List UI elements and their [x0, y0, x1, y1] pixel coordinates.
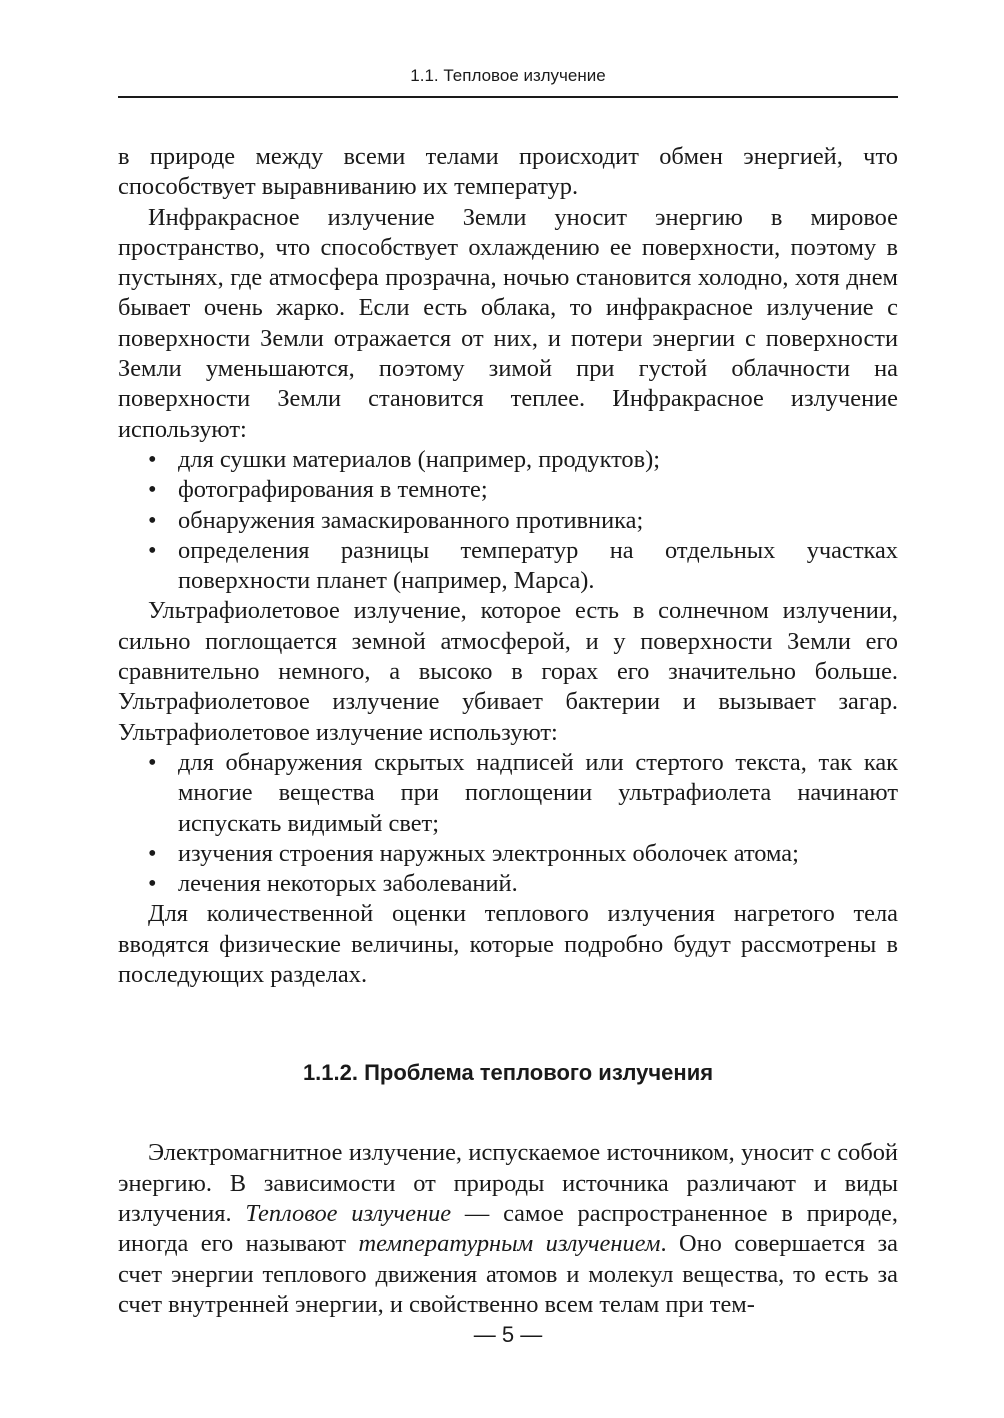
- page-footer: [118, 1322, 898, 1348]
- list-item-text: фотографирования в темноте;: [178, 476, 488, 504]
- list-item: [118, 475, 898, 505]
- list-item-text: изучения строения наружных электронных оболочек атома;: [178, 839, 799, 867]
- bullet-icon: •: [148, 476, 157, 504]
- bullet-icon: •: [148, 748, 157, 776]
- text-run: Электромагнитное излучение, испускаемое источником, уносит с собой энергию. В зависимости от природы источника различают и виды излучения.: [118, 1139, 898, 1227]
- paragraph-quantities: Для количественной оценки теплового излучения нагретого тела вводятся физические величины, которые подробно будут рассмотрены в последующих разделах.: [118, 900, 898, 989]
- bullet-icon: •: [148, 870, 157, 898]
- header-rule: [118, 96, 898, 98]
- list-item-text: лечения некоторых заболеваний.: [178, 870, 518, 898]
- list-item: [118, 748, 898, 839]
- list-item: [118, 839, 898, 869]
- list-item-text: для сушки материалов (например, продуктов);: [178, 445, 661, 473]
- list-item-text: для обнаружения скрытых надписей или стертого текста, так как многие вещества при поглощении ультрафиолета начинают испускать видимый свет;: [178, 748, 898, 837]
- term-thermal-radiation: Тепловое излучение: [245, 1199, 452, 1227]
- ultraviolet-uses-list: [118, 748, 898, 899]
- list-item-text: определения разницы температур на отдельных участках поверхности планет (например, Марса).: [178, 536, 898, 595]
- text-run: . Оно совершается за счет энергии теплового движения атомов и молекул вещества, то есть за счет внутренней энергии, и свойственно всем телам при тем-: [118, 1230, 898, 1318]
- page-number: 5: [501, 1322, 515, 1347]
- paragraph-ultraviolet: Ультрафиолетовое излучение, которое есть в солнечном излучении, сильно поглощается земной атмосферой, и у поверхности Земли его сравнительно немного, а высоко в горах его значительно больше. Ультрафиолетовое излучение убивает бактерии и вызывает загар. Ультрафиолетовое излучение используют:: [118, 597, 898, 746]
- running-head: 1.1. Тепловое излучение: [410, 66, 606, 85]
- paragraph-infrared: Инфракрасное излучение Земли уносит энергию в мировое пространство, что способствует охлаждению ее поверхности, поэтому в пустынях, где атмосфера прозрачна, ночью становится холодно, хотя днем бывает очень жарко. Если есть облака, то инфракрасное излучение с поверхности Земли отражается от них, и потери энергии с поверхности Земли уменьшаются, поэтому зимой при густой облачности на поверхности Земли становится теплее. Инфракрасное излучение используют:: [118, 203, 898, 443]
- list-item: [118, 445, 898, 475]
- bullet-icon: •: [148, 506, 157, 534]
- section-heading: 1.1.2. Проблема теплового излучения: [302, 1060, 714, 1086]
- dash-right: —: [520, 1322, 543, 1347]
- term-temperature-radiation: температурным излучением: [358, 1230, 661, 1258]
- bullet-icon: •: [148, 445, 157, 473]
- list-item-text: обнаружения замаскированного противника;: [178, 506, 644, 534]
- dash-left: —: [473, 1322, 496, 1347]
- infrared-uses-list: [118, 445, 898, 596]
- text-run: — самое распространенное в природе, иногда его называют: [118, 1199, 898, 1258]
- paragraph-continuation: в природе между всеми телами происходит обмен энергией, что способствует выравниванию их температур.: [118, 143, 898, 201]
- list-item: [118, 869, 898, 899]
- page-body: [118, 142, 898, 1320]
- paragraph-thermal-radiation: [118, 1138, 898, 1320]
- bullet-icon: •: [148, 536, 157, 564]
- list-item: [118, 536, 898, 597]
- bullet-icon: •: [148, 839, 157, 867]
- list-item: [118, 506, 898, 536]
